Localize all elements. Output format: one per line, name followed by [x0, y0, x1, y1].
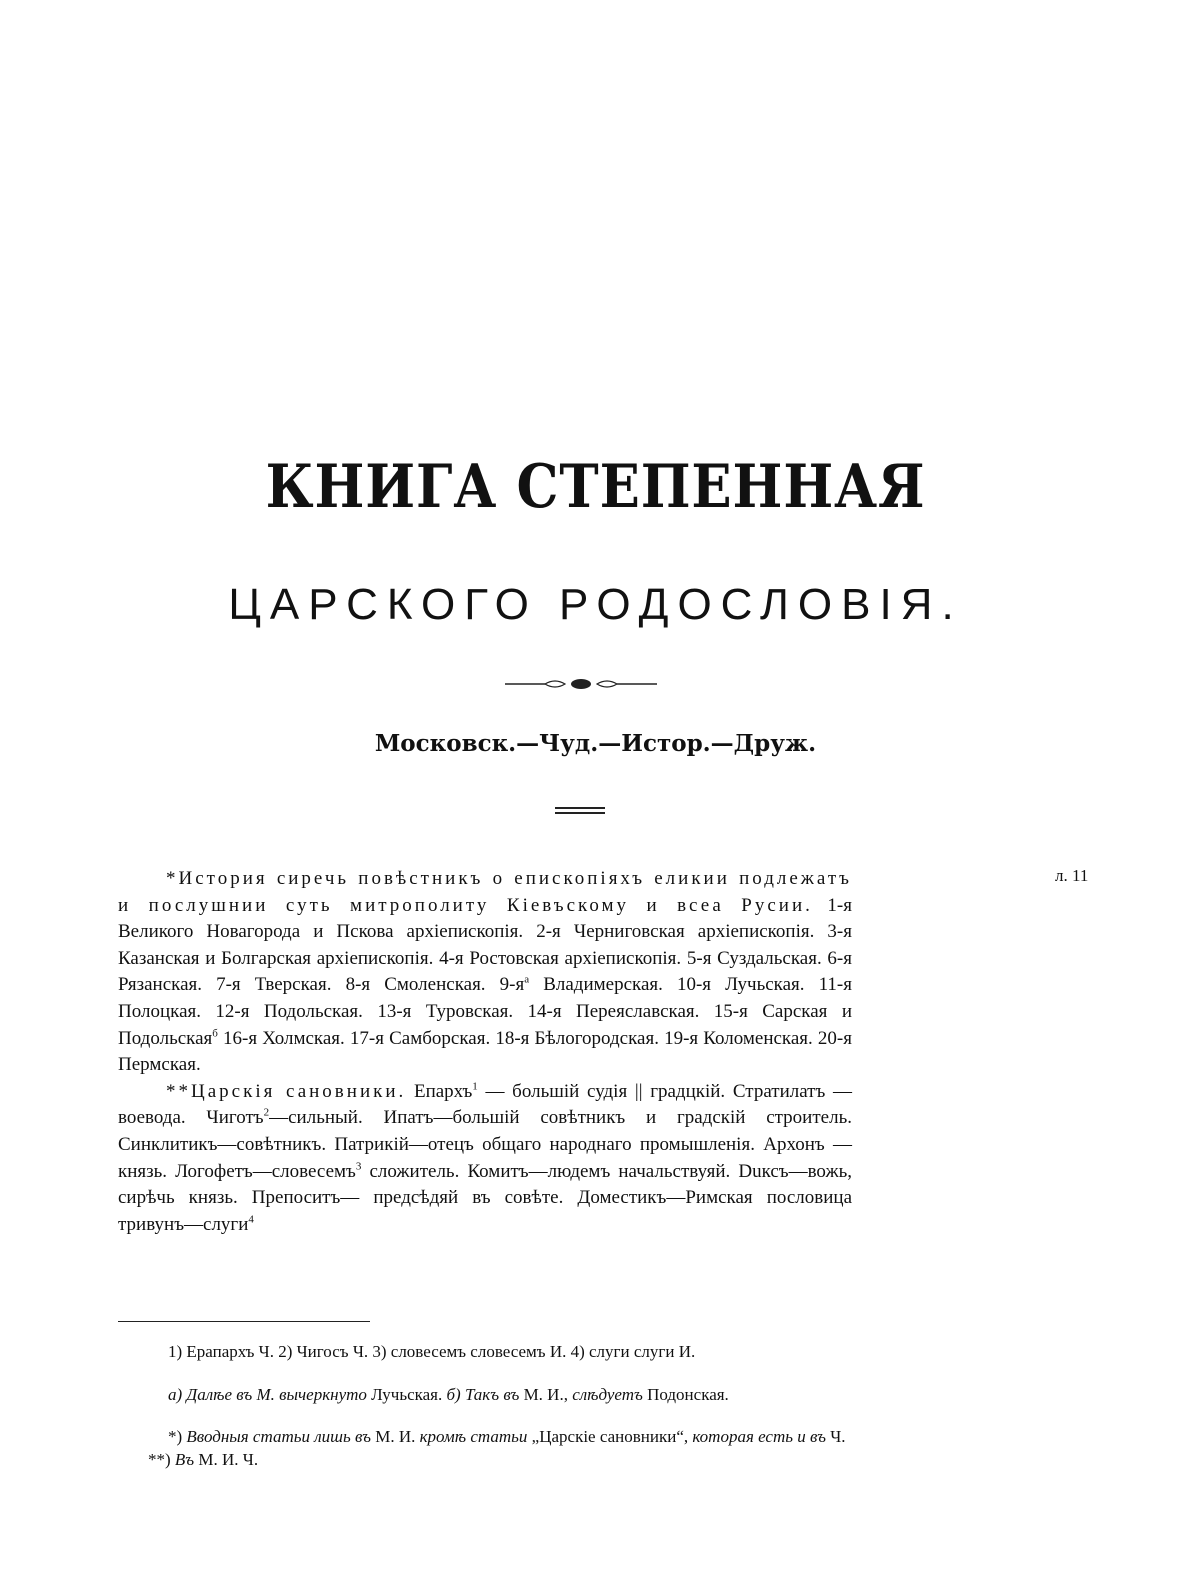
footnote-marker: 4	[248, 1213, 254, 1226]
footnote-line-letters: а) Далѣе въ М. вычеркнуто Лучьская. б) Такъ въ М. И., слѣдуетъ Подонская.	[168, 1385, 729, 1404]
double-rule	[555, 807, 605, 815]
footnote-rule	[118, 1321, 370, 1322]
margin-folio-note: л. 11	[1055, 866, 1089, 885]
ornament-divider-icon	[505, 676, 657, 692]
paragraph-heading: *История сиречь повѣстникъ о епископіяхъ еликии подлежатъ и послушнии суть митрополиту Кіевъскому и всеа Русии.	[118, 868, 852, 916]
footnote-line-variants: 1) Ерапархъ Ч. 2) Чигосъ Ч. 3) словесемъ словесемъ И. 4) слуги слуги И.	[168, 1342, 696, 1361]
paragraph-eparchies: *История сиречь повѣстникъ о епископіяхъ еликии подлежатъ и послушнии суть митрополиту Кіевъскому и всеа Русии. 1-я Великого Новагорода и Пскова архіепископія. 2-я Черниговская архіепископія. 3-я Казанская и Болгарская архіепископія. 4-я Ростовская архіепископія. 5-я Суздальская. 6-я Рязанская. 7-я Тверская. 8-я Смоленская. $9-я^а$ Владимерская. 10-я Лучьская. 11-я Полоцкая. 12-я Подольская. 13-я Туровская. 14-я Переяславская. 15-я Сарская и Подольская$^б$ 16-я Холмская. 17-я Самборская. 18-я Бѣлогородская. 19-я Коломенская. 20-я Пермская.	[118, 868, 853, 1076]
main-text	[118, 866, 852, 1238]
footnote-line-star: *) Вводныя статьи лишь въ М. И. кромѣ статьи „Царскіе сановники“, которая есть и въ Ч.	[168, 1427, 846, 1446]
paragraph-heading: **Царскія сановники.	[166, 1080, 407, 1102]
book-title: КНИГА СТЕПЕННАЯ	[265, 452, 926, 522]
footnote-marker: 3	[355, 1160, 362, 1173]
footnote-marker: 2	[263, 1107, 270, 1120]
book-subtitle: ЦАРСКОГО РОДОСЛОВІЯ.	[228, 580, 963, 629]
footnote-marker: 1	[472, 1080, 478, 1093]
society-heading: Московск.—Чуд.—Истор.—Друж.	[374, 730, 817, 757]
footnote-marker: б	[212, 1027, 218, 1040]
paragraph-officials: **Царскія сановники. Епархъ$^1$ — большій судія || градцкій. Стратилатъ — воевода. Чиготъ$^2$—сильный. Ипатъ—большій совѣтникъ и градскій строитель. Синклитикъ—совѣтникъ. Патрикій—отецъ общаго народнаго промышленія. Архонъ — князь. Логофетъ—словесемъ$^3$ сложитель. Комитъ—людемъ начальствуяй. Duксъ—вожь, сирѣчь князь. Препоситъ— предсѣдяй въ совѣте. Доместикъ—Римская пословица тривунъ—слуги$^4$	[118, 1080, 853, 1235]
footnote-marker: а	[524, 974, 530, 987]
footnote-line-double-star: **) Въ М. И. Ч.	[148, 1450, 259, 1469]
